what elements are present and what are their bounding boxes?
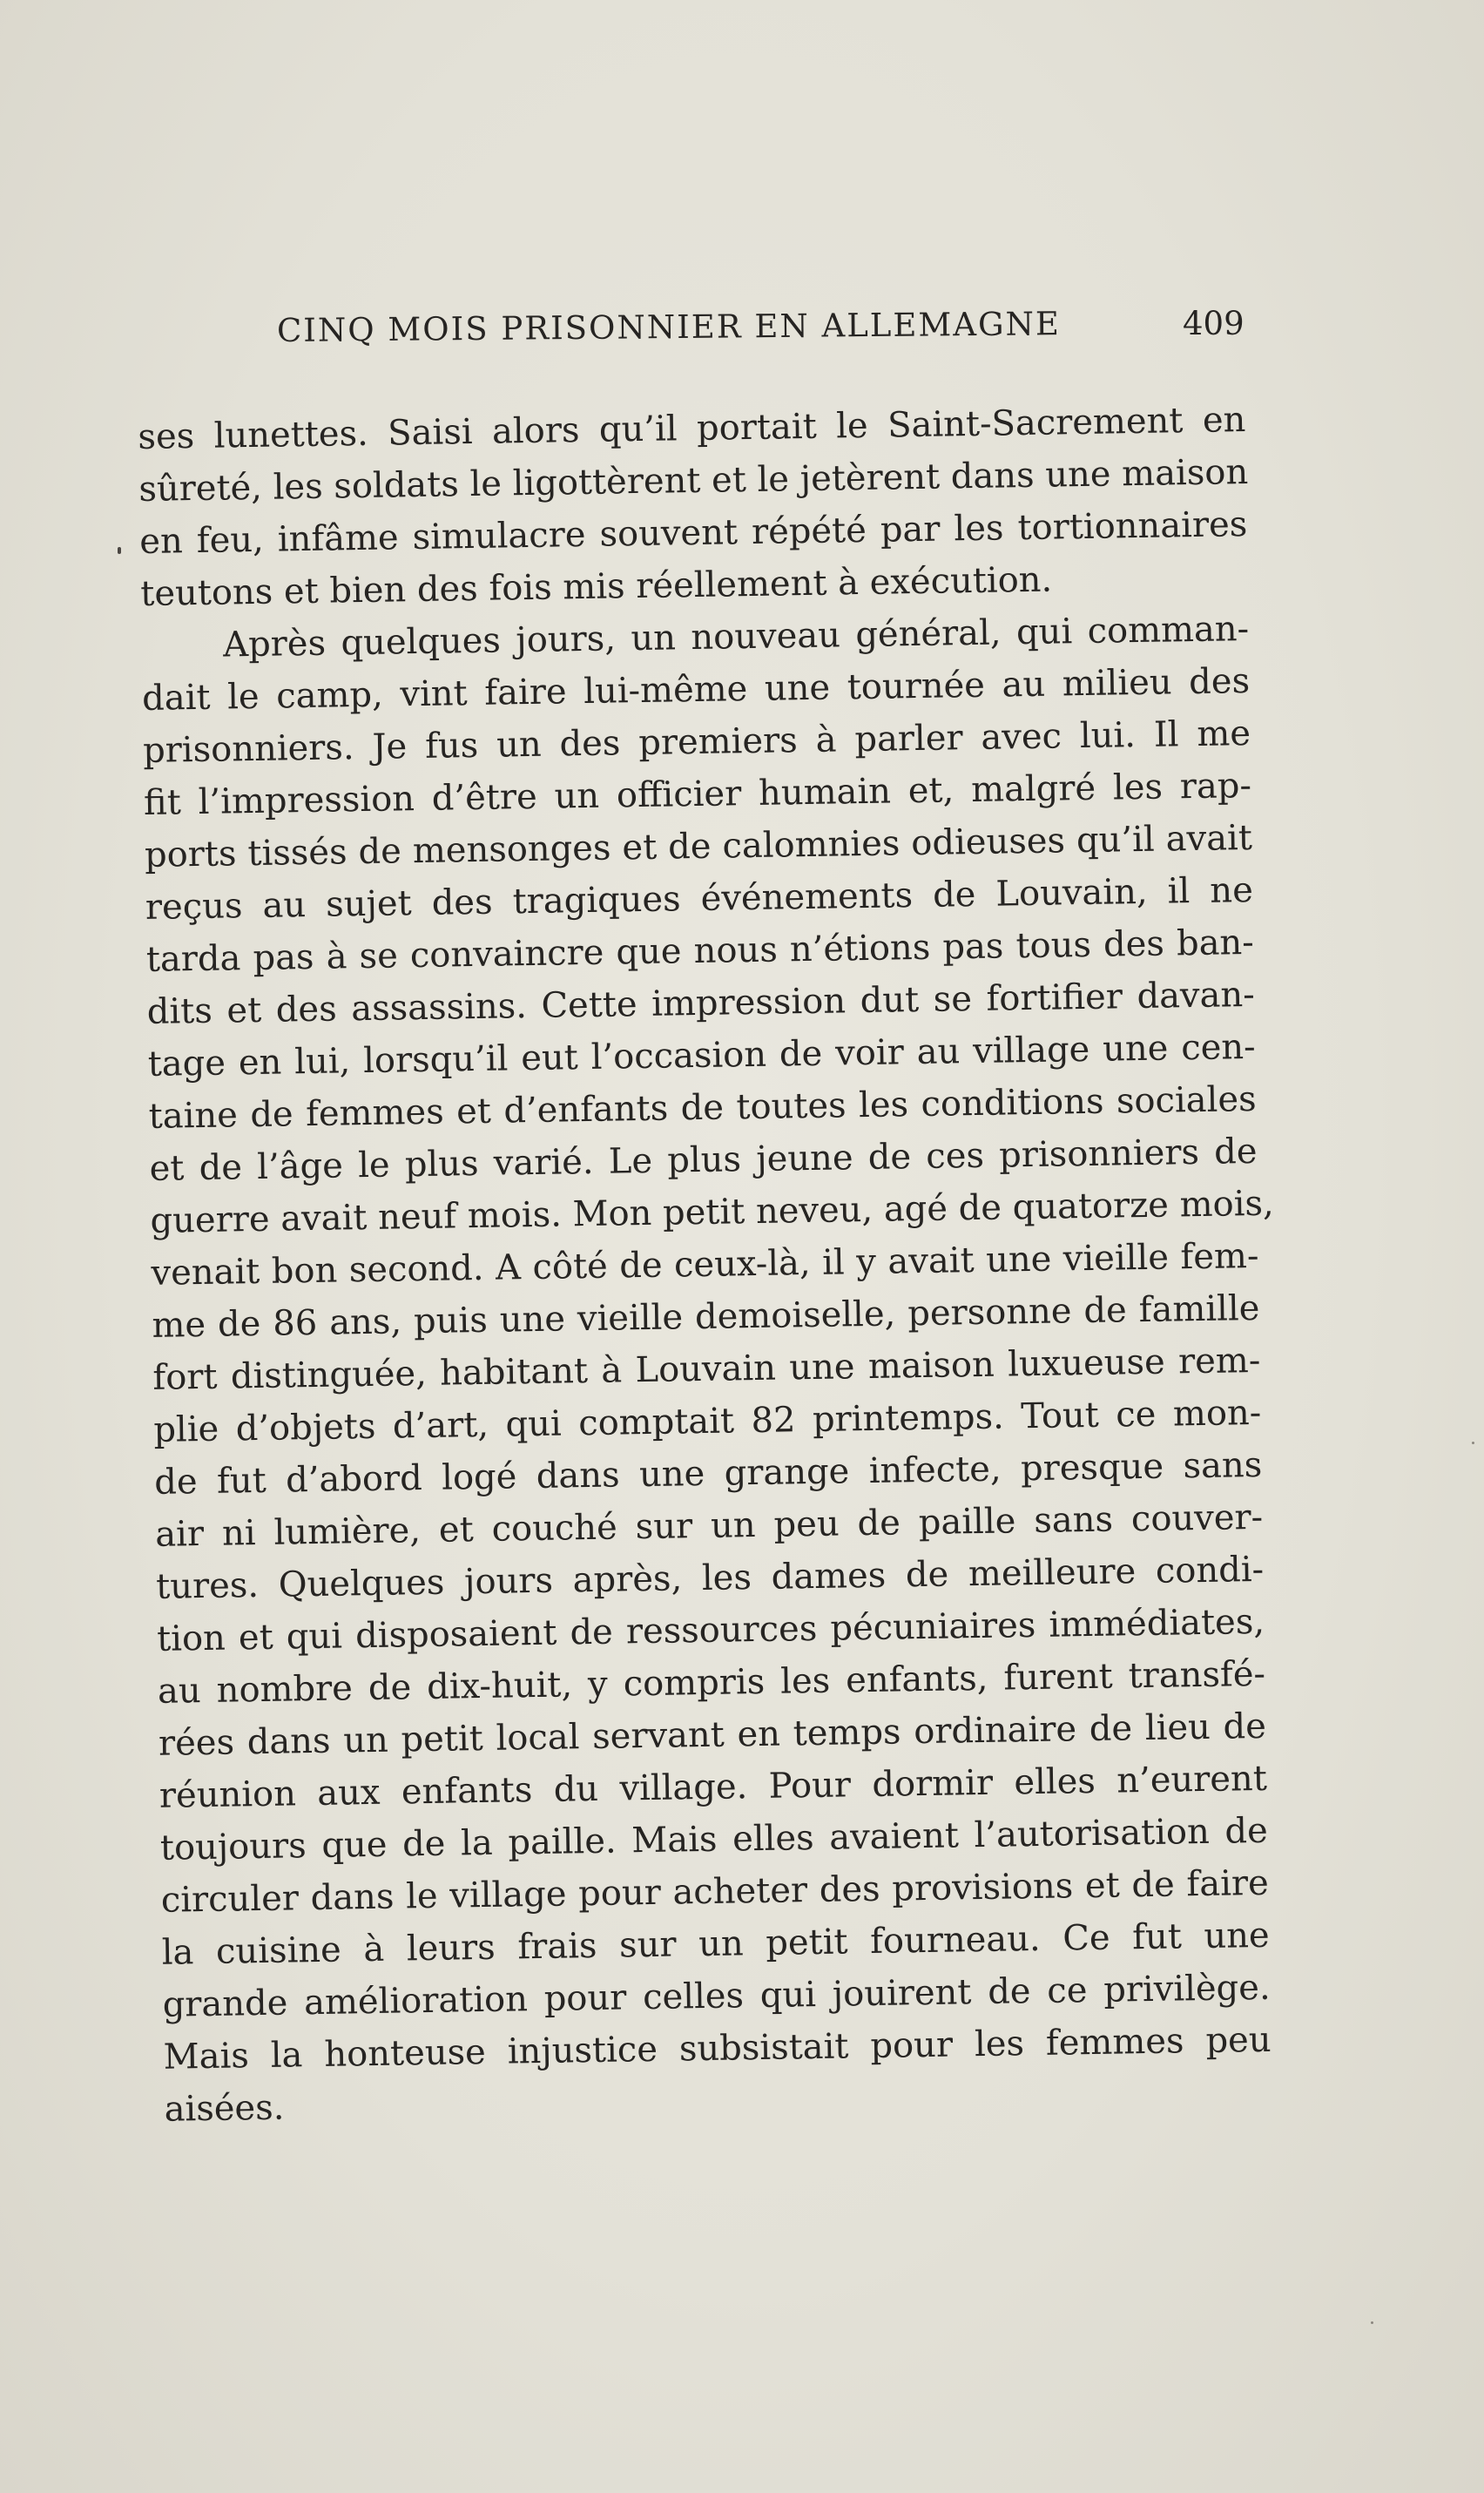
- text-line: taine de femmes et d’enfants de toutes les conditions sociales: [148, 1078, 1257, 1137]
- text-line: rées dans un petit local servant en temps ordinaire de lieu de: [158, 1706, 1267, 1764]
- text-line: venait bon second. A côté de ceux-là, il y avait une vieille fem-: [151, 1235, 1259, 1294]
- text-line: et de l’âge le plus varié. Le plus jeune de ces prisonniers de: [149, 1131, 1258, 1189]
- text-line: tion et qui disposaient de ressources pécuniaires immédiates,: [156, 1601, 1265, 1659]
- page-number: 409: [1183, 305, 1245, 342]
- text-line: teutons et bien des fois mis réellement à exécution.: [139, 559, 1053, 614]
- running-title: CINQ MOIS PRISONNIER EN ALLEMAGNE: [276, 305, 1062, 349]
- paper-speck: [1371, 2321, 1373, 2324]
- text-line: grande amélioration pour celles qui jouirent de ce privilège.: [162, 1967, 1271, 2025]
- text-line: au nombre de dix-huit, y compris les enfants, furent transfé-: [157, 1653, 1266, 1712]
- margin-mark: [118, 547, 121, 554]
- text-line: tures. Quelques jours après, les dames de meilleure condi-: [155, 1549, 1265, 1607]
- text-line: fort distinguée, habitant à Louvain une maison luxueuse rem-: [152, 1340, 1261, 1398]
- text-line: toujours que de la paille. Mais elles avaient l’autorisation de: [159, 1810, 1269, 1868]
- text-line: Après quelques jours, un nouveau général, qui comman-: [222, 608, 1250, 665]
- text-line: me de 86 ans, puis une vieille demoiselle, personne de famille: [152, 1287, 1260, 1346]
- text-line: guerre avait neuf mois. Mon petit neveu, agé de quatorze mois,: [150, 1183, 1275, 1241]
- text-line: reçus au sujet des tragiques événements de Louvain, il ne: [145, 869, 1254, 928]
- text-line: de fut d’abord logé dans une grange infecte, presque sans: [153, 1444, 1263, 1503]
- text-line: tage en lui, lorsqu’il eut l’occasion de voir au village une cen-: [147, 1026, 1256, 1084]
- text-line: dait le camp, vint faire lui-même une tournée au milieu des: [141, 660, 1251, 719]
- text-line: circuler dans le village pour acheter des provisions et de faire: [160, 1862, 1270, 1921]
- body-text: [138, 394, 1275, 2136]
- text-line: fit l’impression d’être un officier humain et, malgré les rap-: [143, 765, 1252, 823]
- paper-speck: [1472, 1442, 1474, 1444]
- text-line: prisonniers. Je fus un des premiers à parler avec lui. Il me: [142, 713, 1251, 771]
- text-line: air ni lumière, et couché sur un peu de paille sans couver-: [154, 1496, 1264, 1555]
- text-line: la cuisine à leurs frais sur un petit fourneau. Ce fut une: [161, 1915, 1271, 1973]
- text-line: ses lunettes. Saisi alors qu’il portait le Saint-Sacrement en: [138, 400, 1246, 457]
- text-line: aisées.: [164, 2087, 285, 2130]
- text-line: ports tissés de mensonges et de calomnies odieuses qu’il avait: [144, 817, 1253, 875]
- text-line: réunion aux enfants du village. Pour dormir elles n’eurent: [159, 1758, 1268, 1816]
- text-line: dits et des assassins. Cette impression dut se fortifier davan-: [146, 974, 1256, 1032]
- text-line: tarda pas à se convaincre que nous n’étions pas tous des ban-: [145, 922, 1255, 980]
- text-line: Mais la honteuse injustice subsistait pour les femmes peu: [163, 2019, 1272, 2078]
- text-line: en feu, infâme simulacre souvent répété par les tortionnaires: [138, 504, 1248, 562]
- text-line: sûreté, les soldats le ligottèrent et le jetèrent dans une maison: [138, 451, 1249, 510]
- running-head: [276, 296, 1245, 349]
- text-line: plie d’objets d’art, qui comptait 82 printemps. Tout ce mon-: [153, 1392, 1262, 1450]
